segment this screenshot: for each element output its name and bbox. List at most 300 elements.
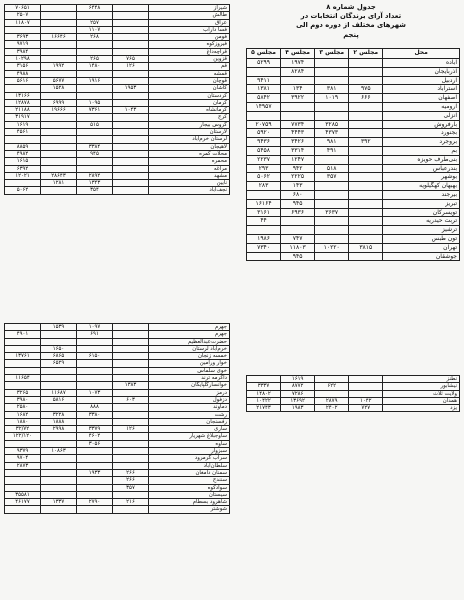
votes-cell: ۵۶۷۷ xyxy=(41,77,77,84)
votes-cell: ۴۶۰۲ xyxy=(77,433,113,440)
column-header: مجلس ۳ xyxy=(315,49,349,59)
city-name-cell: همدان xyxy=(383,397,460,404)
table-row xyxy=(5,455,230,462)
city-name-cell: شیراز xyxy=(149,5,230,12)
table-row xyxy=(247,199,460,208)
votes-cell xyxy=(281,111,315,120)
votes-cell xyxy=(247,252,281,261)
votes-cell: ۱۰۹۵ xyxy=(77,99,113,106)
votes-cell xyxy=(77,418,113,425)
votes-cell xyxy=(247,67,281,76)
city-name-cell: مشهد xyxy=(149,172,230,179)
votes-cell: ۴۹۸۲ xyxy=(5,150,41,157)
votes-cell: ۳۳۳۷ xyxy=(247,383,281,390)
table-row xyxy=(5,433,230,440)
votes-cell xyxy=(77,462,113,469)
votes-cell: ۳۹۸۴ xyxy=(5,48,41,55)
table-row xyxy=(5,367,230,374)
city-name-cell: سوادکوه xyxy=(149,484,230,491)
votes-cell: ۲۹۹۸ xyxy=(41,426,77,433)
votes-cell: ۱۲۸۱ xyxy=(41,180,77,187)
votes-cell xyxy=(41,114,77,121)
table-row xyxy=(5,440,230,447)
votes-cell xyxy=(113,462,149,469)
city-name-cell: ترشیز xyxy=(383,226,460,235)
votes-cell xyxy=(349,234,383,243)
table-row xyxy=(247,376,460,383)
city-name-cell: بجنورد xyxy=(383,129,460,138)
city-name-cell: اصفهان xyxy=(383,94,460,103)
table-row xyxy=(247,252,460,261)
votes-cell: ۶۳۹۲ xyxy=(5,165,41,172)
votes-cell: ۱۱۸۰۳ xyxy=(281,243,315,252)
city-name-cell: لرستان خرم‌آباد xyxy=(149,136,230,143)
votes-cell xyxy=(315,226,349,235)
table-row xyxy=(5,92,230,99)
city-name-cell: قم xyxy=(149,63,230,70)
city-name-cell: بم xyxy=(383,146,460,155)
votes-cell: ۱۳۸۱ xyxy=(247,85,281,94)
votes-cell: ۴۵۶۱ xyxy=(5,129,41,136)
votes-cell: ۴۹۰۱ xyxy=(5,331,41,338)
votes-cell: ۱۰۸۶۳ xyxy=(41,448,77,455)
votes-cell xyxy=(77,448,113,455)
table-row xyxy=(247,173,460,182)
table-row xyxy=(247,397,460,404)
votes-cell: ۶۹۳۶ xyxy=(281,208,315,217)
votes-cell: ۱۶۶۴۶ xyxy=(41,34,77,41)
votes-cell xyxy=(41,367,77,374)
votes-cell xyxy=(113,121,149,128)
votes-cell: ۱۹۸۳ xyxy=(281,405,315,412)
votes-cell xyxy=(113,353,149,360)
votes-cell: ۲۴۰۲ xyxy=(315,405,349,412)
heading-line-1: جدول شماره ۸ xyxy=(326,3,376,11)
votes-cell xyxy=(113,187,149,194)
votes-cell xyxy=(315,67,349,76)
table-row xyxy=(5,143,230,150)
city-name-cell: شاهرود بسطام xyxy=(149,499,230,506)
city-name-cell: محلات کمره xyxy=(149,150,230,157)
city-name-cell: ارومیه xyxy=(383,102,460,111)
table-row xyxy=(247,111,460,120)
votes-cell xyxy=(5,180,41,187)
city-name-cell: گروس بیجار xyxy=(149,121,230,128)
table-row xyxy=(5,331,230,338)
table-row xyxy=(247,120,460,129)
city-name-cell: کاشان xyxy=(149,85,230,92)
city-name-cell: بنی‌طرف حویزه xyxy=(383,155,460,164)
votes-cell xyxy=(41,477,77,484)
table-row xyxy=(5,48,230,55)
votes-cell xyxy=(77,484,113,491)
city-name-cell: دزفول xyxy=(149,396,230,403)
votes-cell xyxy=(113,172,149,179)
table-row xyxy=(247,164,460,173)
votes-cell xyxy=(113,19,149,26)
votes-cell xyxy=(349,164,383,173)
table-row xyxy=(5,462,230,469)
votes-cell: ۸۲۸۴ xyxy=(281,67,315,76)
votes-cell xyxy=(77,158,113,165)
votes-cell xyxy=(113,92,149,99)
city-name-cell: خوی سلماس xyxy=(149,367,230,374)
votes-cell: ۶۰۳ xyxy=(113,396,149,403)
votes-cell: ۱۰۲۹۸ xyxy=(5,56,41,63)
votes-cell: ۲۱۶ xyxy=(113,499,149,506)
votes-cell: ۱۵۳۹ xyxy=(41,324,77,331)
votes-cell xyxy=(77,338,113,345)
table-row xyxy=(5,499,230,506)
votes-cell: ۱۲۶ xyxy=(113,63,149,70)
city-name-cell: سلطان‌آباد xyxy=(149,462,230,469)
votes-cell xyxy=(5,484,41,491)
votes-cell: ۲۸۳ xyxy=(247,182,281,191)
votes-cell: ۹۴۲ xyxy=(281,164,315,173)
votes-cell: ۲۲۳۷ xyxy=(247,155,281,164)
votes-cell: ۱۹۳۳ xyxy=(77,469,113,476)
votes-cell: ۳۳۸۰ xyxy=(77,411,113,418)
votes-cell: ۵۱۸ xyxy=(315,164,349,173)
city-name-cell: طالش xyxy=(149,12,230,19)
votes-cell: ۷۲۷ xyxy=(349,405,383,412)
votes-cell xyxy=(315,252,349,261)
city-name-cell: آباده xyxy=(383,59,460,68)
votes-cell: ۱۱۶۸۷ xyxy=(41,389,77,396)
table-row xyxy=(5,360,230,367)
votes-cell xyxy=(315,102,349,111)
table-row xyxy=(5,426,230,433)
votes-cell xyxy=(41,158,77,165)
votes-cell xyxy=(77,455,113,462)
votes-cell: ۹۴۵ xyxy=(281,199,315,208)
table-row xyxy=(5,469,230,476)
votes-cell xyxy=(349,129,383,138)
votes-cell: ۶۱۵۰ xyxy=(77,353,113,360)
table-row xyxy=(247,155,460,164)
table-row xyxy=(247,102,460,111)
city-name-cell: ساوجبلاغ شهریار xyxy=(149,433,230,440)
votes-cell xyxy=(113,99,149,106)
votes-cell xyxy=(5,136,41,143)
city-name-cell: داکرمه ترند xyxy=(149,375,230,382)
column-header: مجلس ۲ xyxy=(349,49,383,59)
table-row xyxy=(5,26,230,33)
votes-cell: ۳۲۲۸ xyxy=(41,411,77,418)
table-row xyxy=(5,353,230,360)
votes-cell xyxy=(247,111,281,120)
votes-cell: ۶۹۹۹ xyxy=(41,99,77,106)
votes-cell: ۱۲۰۲۱ xyxy=(5,172,41,179)
votes-cell xyxy=(113,411,149,418)
votes-cell xyxy=(5,440,41,447)
votes-cell: ۲۱۷۴۳ xyxy=(247,405,281,412)
votes-cell xyxy=(113,491,149,498)
column-header: مجلس ۵ xyxy=(247,49,281,59)
votes-cell: ۳۵۷ xyxy=(113,484,149,491)
votes-cell xyxy=(113,506,149,513)
votes-cell xyxy=(5,85,41,92)
votes-cell xyxy=(41,70,77,77)
votes-cell: ۱۴۹۵۷ xyxy=(247,102,281,111)
table-row xyxy=(5,506,230,513)
table-row xyxy=(5,158,230,165)
votes-cell: ۱۸۸۰ xyxy=(5,418,41,425)
votes-cell: ۶۹۱ xyxy=(77,331,113,338)
city-name-cell: فومن xyxy=(149,34,230,41)
city-name-cell: رشت xyxy=(149,411,230,418)
votes-cell xyxy=(113,48,149,55)
votes-cell xyxy=(41,484,77,491)
votes-cell xyxy=(113,114,149,121)
votes-cell xyxy=(41,375,77,382)
votes-cell: ۵۸۱۶ xyxy=(41,396,77,403)
table-cities-1 xyxy=(4,4,230,195)
votes-cell xyxy=(5,477,41,484)
table-row xyxy=(247,405,460,412)
votes-cell xyxy=(113,440,149,447)
table-row xyxy=(5,12,230,19)
table-row xyxy=(5,345,230,352)
votes-cell xyxy=(41,26,77,33)
votes-cell xyxy=(113,136,149,143)
table-cities-4 xyxy=(246,375,460,412)
votes-cell: ۲۶۸ xyxy=(77,34,113,41)
votes-cell xyxy=(113,34,149,41)
votes-cell xyxy=(41,440,77,447)
heading-line-4: پنجم xyxy=(343,30,359,39)
votes-cell: ۲۸۹۲ xyxy=(77,172,113,179)
votes-cell: ۱۶۱۵ xyxy=(5,158,41,165)
table-row xyxy=(5,396,230,403)
votes-cell: ۳۲۶۵ xyxy=(5,389,41,396)
city-name-cell: جهرم xyxy=(149,324,230,331)
votes-cell: ۷۳۶۱ xyxy=(77,107,113,114)
votes-cell: ۱۰۴۲ xyxy=(349,397,383,404)
votes-cell: ۸۸۵۹ xyxy=(5,143,41,150)
votes-cell: ۴۹۸۸ xyxy=(5,70,41,77)
votes-cell xyxy=(41,143,77,150)
votes-cell: ۱۹۱۶ xyxy=(77,77,113,84)
city-name-cell: سمنان دامغان xyxy=(149,469,230,476)
votes-cell: ۳۳۸۴ xyxy=(77,143,113,150)
votes-cell xyxy=(349,173,383,182)
table-row xyxy=(5,477,230,484)
votes-cell xyxy=(113,389,149,396)
votes-cell xyxy=(113,158,149,165)
table-row xyxy=(5,41,230,48)
votes-cell: ۴۴ xyxy=(247,217,281,226)
votes-cell xyxy=(315,190,349,199)
table-row xyxy=(5,375,230,382)
votes-cell: ۲۵۸۰ xyxy=(5,404,41,411)
table-row xyxy=(5,129,230,136)
votes-cell: ۳۵۷ xyxy=(315,173,349,182)
table-row xyxy=(247,129,460,138)
table-row xyxy=(5,121,230,128)
table-row xyxy=(247,182,460,191)
votes-cell: ۱۰۷۳ xyxy=(77,389,113,396)
votes-cell: ۲۵۰۷ xyxy=(5,12,41,19)
city-name-cell: مراغه xyxy=(149,165,230,172)
votes-cell: ۴۴۴۳ xyxy=(281,129,315,138)
votes-cell xyxy=(5,506,41,513)
votes-cell: ۳۶۹۳ xyxy=(5,34,41,41)
table-row xyxy=(247,383,460,390)
city-name-cell: تون طبس xyxy=(383,234,460,243)
votes-cell: ۱۶۱۹ xyxy=(281,376,315,383)
votes-cell xyxy=(77,360,113,367)
table-row xyxy=(5,34,230,41)
votes-cell: ۵۸۴۲ xyxy=(247,94,281,103)
votes-cell: ۳۰۵۶ xyxy=(77,440,113,447)
table-row xyxy=(5,180,230,187)
votes-cell: ۳۲۸۵ xyxy=(315,120,349,129)
votes-cell xyxy=(41,165,77,172)
table-row xyxy=(5,150,230,157)
votes-cell: ۹۷۵ xyxy=(349,85,383,94)
votes-cell: ۱۰۱۹ xyxy=(315,94,349,103)
city-name-cell: استرآباد xyxy=(383,85,460,94)
votes-cell xyxy=(77,85,113,92)
votes-cell xyxy=(41,136,77,143)
votes-cell xyxy=(77,491,113,498)
city-name-cell: بیرجند xyxy=(383,190,460,199)
city-name-cell: نایین xyxy=(149,180,230,187)
city-name-cell: جوشقان xyxy=(383,252,460,261)
votes-cell xyxy=(113,143,149,150)
votes-cell xyxy=(41,331,77,338)
votes-cell: ۳۴۲۶ xyxy=(281,138,315,147)
votes-cell: ۹۴۵ xyxy=(77,150,113,157)
table-heading xyxy=(240,3,462,40)
votes-cell: ۱۲۲/۱۲۰ xyxy=(5,433,41,440)
votes-cell xyxy=(113,5,149,12)
city-name-cell: سبزوار xyxy=(149,448,230,455)
votes-cell: ۳۹۸۰ xyxy=(5,396,41,403)
table-row xyxy=(5,484,230,491)
votes-cell: ۳۶۳۷ xyxy=(315,208,349,217)
votes-cell: ۳۲/۷۲ xyxy=(5,426,41,433)
votes-cell: ۷۲۸۶ xyxy=(281,390,315,397)
votes-cell: ۲۶۵ xyxy=(77,56,113,63)
votes-cell: ۵۱۵ xyxy=(77,121,113,128)
city-name-cell: لاهیجان xyxy=(149,143,230,150)
votes-cell xyxy=(41,404,77,411)
votes-cell: ۳۵۴ xyxy=(77,187,113,194)
votes-cell: ۲۶۶ xyxy=(113,469,149,476)
votes-cell: ۹۴۳۶ xyxy=(247,138,281,147)
city-name-cell: کرمان xyxy=(149,99,230,106)
votes-cell: ۶۴۴۸ xyxy=(77,5,113,12)
city-name-cell: نیشابور xyxy=(383,383,460,390)
votes-cell xyxy=(5,26,41,33)
votes-cell xyxy=(41,382,77,389)
city-name-cell: قمشه xyxy=(149,70,230,77)
city-name-cell: قراچه‌داغ xyxy=(149,48,230,55)
votes-cell xyxy=(113,338,149,345)
votes-cell: ۱۸۸۸ xyxy=(41,418,77,425)
city-name-cell: کرمانشاه xyxy=(149,107,230,114)
votes-cell: ۱۳۴ xyxy=(281,85,315,94)
votes-cell: ۱۲۴۷ xyxy=(281,155,315,164)
table-row xyxy=(247,67,460,76)
city-name-cell: سنندج xyxy=(149,477,230,484)
votes-cell xyxy=(113,404,149,411)
city-name-cell: بندرعباس xyxy=(383,164,460,173)
votes-cell xyxy=(113,70,149,77)
votes-cell xyxy=(113,324,149,331)
votes-cell: ۱۳۳۷ xyxy=(41,499,77,506)
votes-cell: ۱۳۷۶۱ xyxy=(5,353,41,360)
votes-cell: ۵۴۵۸ xyxy=(247,146,281,155)
votes-cell xyxy=(315,76,349,85)
votes-cell xyxy=(349,390,383,397)
votes-cell: ۳۱۶۱ xyxy=(247,208,281,217)
votes-cell: ۱۱۶۵۴ xyxy=(5,375,41,382)
votes-cell xyxy=(5,382,41,389)
votes-cell: ۵۹۲۰ xyxy=(247,129,281,138)
votes-cell: ۳۸۱۵ xyxy=(349,243,383,252)
votes-cell: ۶۸۶۵ xyxy=(41,353,77,360)
votes-cell: ۱۴۸۰ xyxy=(77,63,113,70)
city-name-cell: قوچان xyxy=(149,77,230,84)
votes-cell xyxy=(349,146,383,155)
votes-cell: ۶۸۰ xyxy=(281,190,315,199)
votes-cell xyxy=(77,396,113,403)
votes-cell: ۹۴۵ xyxy=(281,252,315,261)
votes-cell xyxy=(349,383,383,390)
city-name-cell: کردستان xyxy=(149,92,230,99)
votes-cell: ۶۶۶ xyxy=(349,94,383,103)
votes-cell: ۱۹۸۶ xyxy=(247,234,281,243)
votes-cell xyxy=(349,182,383,191)
table-row xyxy=(5,389,230,396)
heading-line-3: شهرهای مختلف از دوره دوم الی xyxy=(296,21,406,30)
votes-cell: ۱۶۵۰ xyxy=(41,345,77,352)
table-row xyxy=(247,94,460,103)
city-name-cell: تبریز xyxy=(383,199,460,208)
votes-cell: ۷۴۷ xyxy=(281,234,315,243)
votes-cell xyxy=(5,367,41,374)
votes-cell: ۹۳۷۹ xyxy=(5,448,41,455)
city-name-cell: نطنز xyxy=(383,376,460,383)
votes-cell xyxy=(113,77,149,84)
votes-cell xyxy=(77,506,113,513)
votes-cell: ۳۳۱۴ xyxy=(281,146,315,155)
city-name-cell: قزوین xyxy=(149,56,230,63)
table-row xyxy=(247,390,460,397)
heading-line-2: تعداد آرای برندگان انتخابات در xyxy=(300,12,402,21)
table-row xyxy=(5,491,230,498)
votes-cell xyxy=(77,477,113,484)
city-name-cell: سیستان xyxy=(149,491,230,498)
votes-cell xyxy=(315,59,349,68)
votes-cell: ۱۳۶۹۲ xyxy=(281,397,315,404)
votes-cell xyxy=(315,111,349,120)
votes-cell: ۲۵۷ xyxy=(77,19,113,26)
votes-cell: ۱۶۸۲ xyxy=(5,411,41,418)
votes-cell xyxy=(77,345,113,352)
table-cities-2 xyxy=(4,323,230,514)
votes-cell: ۱۹۷۴ xyxy=(281,59,315,68)
table-row xyxy=(247,208,460,217)
votes-cell xyxy=(349,155,383,164)
votes-cell xyxy=(77,129,113,136)
votes-cell xyxy=(77,12,113,19)
table-row xyxy=(5,172,230,179)
votes-cell: ۲۸۷۳ xyxy=(5,462,41,469)
